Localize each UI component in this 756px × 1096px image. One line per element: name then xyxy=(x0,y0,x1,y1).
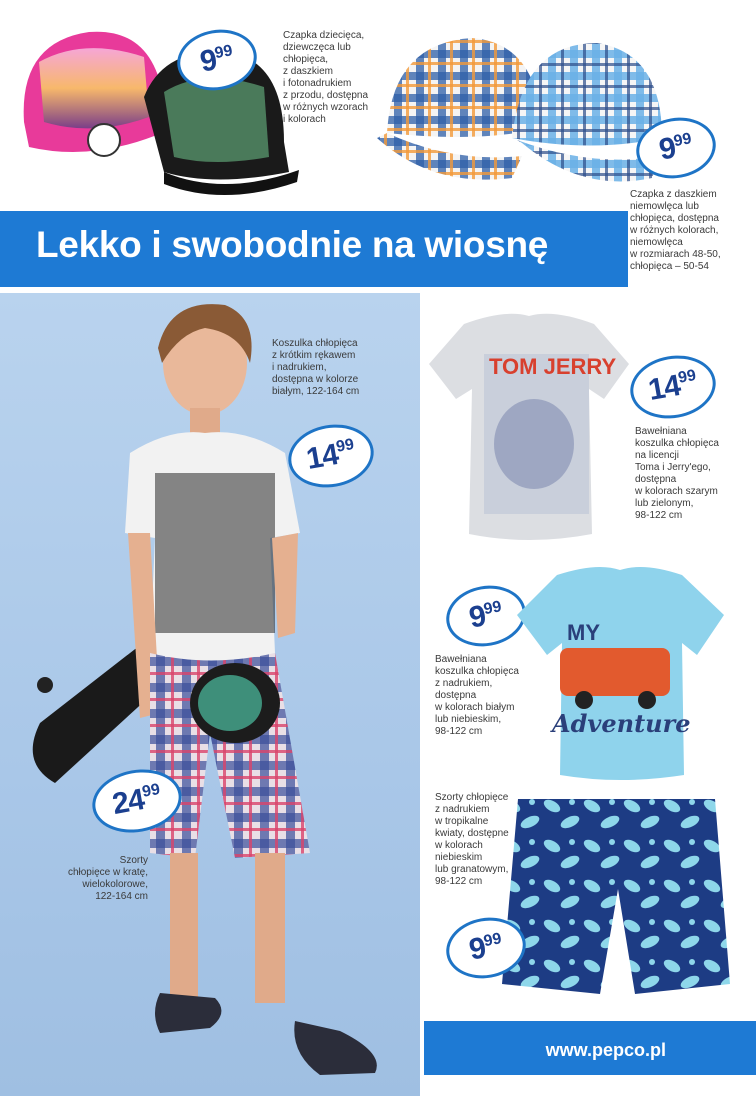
tropical-shorts-description: Szorty chłopięce z nadrukiem w tropikalne kwiaty, dostępne w kolorach niebieskim lub granatowym, 98-122 cm xyxy=(435,792,509,887)
price-main: 14 xyxy=(645,369,683,408)
boy-shorts-description: Szorty chłopięce w kratę, wielokolorowe, 122-164 cm xyxy=(67,855,148,902)
plaid-cap-description: Czapka z daszkiem niemowlęca lub chłopięca, dostępna w różnych kolorach, niemowlęca w rozmiarach 48-50, chłopięca – 50-54 xyxy=(630,189,721,272)
price-cents: 99 xyxy=(672,130,693,151)
price-cents: 99 xyxy=(676,366,698,387)
price-main: 24 xyxy=(109,783,147,822)
price-main: 9 xyxy=(466,599,488,635)
price-cents: 99 xyxy=(482,598,503,619)
price-cents: 99 xyxy=(213,42,234,63)
boy-model-image xyxy=(0,293,420,1096)
price-main: 9 xyxy=(466,931,488,967)
headline-title: Lekko i swobodnie na wiosnę xyxy=(36,224,549,265)
adventure-print-top: MY xyxy=(567,620,600,645)
boy-tshirt-description: Koszulka chłopięca z krótkim rękawem i nadrukiem, dostępna w kolorze białym, 122-164 cm xyxy=(272,338,360,397)
price-main: 9 xyxy=(656,131,678,167)
tom-jerry-price-badge xyxy=(625,349,720,425)
tom-jerry-description: Bawełniana koszulka chłopięca na licencji Toma i Jerry'ego, dostępna w kolorach szarym lub zielonym, 98-122 cm xyxy=(635,426,719,521)
footer-website-link[interactable]: www.pepco.pl xyxy=(545,1040,666,1060)
price-cents: 99 xyxy=(334,435,356,456)
kids-caps-image xyxy=(14,22,299,207)
tom-jerry-print-text: TOM JERRY xyxy=(489,354,617,379)
tom-jerry-tshirt-image xyxy=(424,304,634,544)
price-main: 9 xyxy=(197,43,219,79)
girl-cap-description: Czapka dziecięca, dziewczęca lub chłopięca, z daszkiem i fotonadrukiem z przodu, dostępna w różnych wzorach i kolorach xyxy=(283,30,369,125)
adventure-print-bottom: Adventure xyxy=(552,709,691,738)
adventure-tshirt-description: Bawełniana koszulka chłopięca z nadrukiem, dostępna w kolorach białym lub niebieskim, 98-122 cm xyxy=(435,654,519,737)
price-main: 14 xyxy=(303,438,341,477)
tropical-shorts-image xyxy=(500,794,732,1012)
price-cents: 99 xyxy=(482,930,503,951)
plaid-caps-image xyxy=(372,28,670,198)
price-cents: 99 xyxy=(140,780,162,801)
